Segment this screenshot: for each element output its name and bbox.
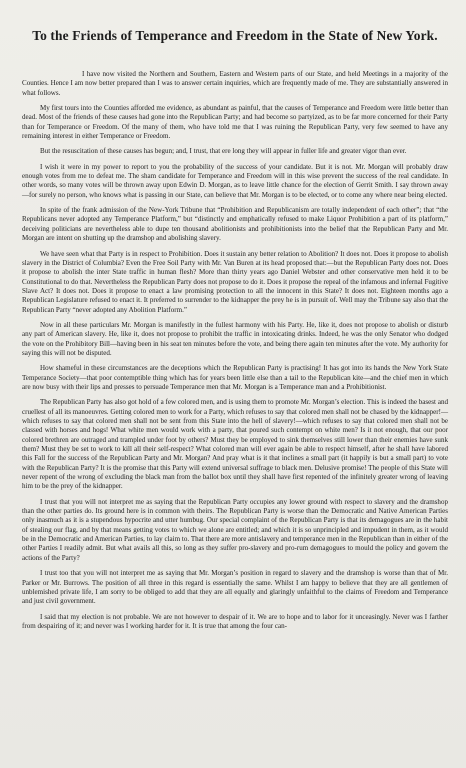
paragraph-10: I trust that you will not interpret me as saying that the Republican Party occupies any lower ground with respect to slavery and the dramshop than the other parties do. Its ground here is in common with theirs. The Republican Party is worse than the Democratic and Native American Parties only inasmuch as it is a stupendous hypocrite and utter humbug. Our special complaint of the Republican Party is that its demagogues are in the habit of stealing our flag, and by that means getting votes to which we alone are entitled; and which it is so unprincipled and impudent in them, as it would be in the Democratic and American Parties, to lay claim to. That there are more antislavery and temperance men in the Republican than in either of the other Parties I readily admit. But what avails all this, so long as they suffer pro-slavery and pro-rum demagogues to mould the policy and govern the actions of the Party? bbox=[22, 497, 448, 562]
paragraph-1: I have now visited the Northern and Southern, Eastern and Western parts of our State, and held Meetings in a majority of the Counties. Hence I am now better prepared than I was to answer certain inquiries, which are frequently made of me. They are substantially answered in what follows. bbox=[22, 70, 448, 97]
paragraph-7: Now in all these particulars Mr. Morgan is manifestly in the fullest harmony with his Party. He, like it, does not propose to abolish or disturb any part of American slavery. He, like it, does not propose to prohibit the traffic in intoxicating drinks. Indeed, he was the only Senator who dodged the vote on the Prohibitory Bill—having been in his seat ten minutes before the vote, and being there again ten minutes after the vote. My authority for saying this will not be disputed. bbox=[22, 320, 448, 357]
paragraph-5: In spite of the frank admission of the New-York Tribune that “Prohibition and Republicanism are totally independent of each other”; that “the Republicans never adopted any Temperance Platform,” but “distinctly and emphatically refused to make Liquor Prohibition a part of its platform,” deceiving politicians are nevertheless able to dupe ten thousand abolitionists and prohibitionists into the belief that the Republican Party and Mr. Morgan are intent on shutting up the dramshop and abolishing slavery. bbox=[22, 206, 448, 243]
paragraph-9: The Republican Party has also got hold of a few colored men, and is using them to promote Mr. Morgan’s election. This is indeed the basest and cruellest of all its manoeuvres. Getting colored men to work for a Party, which refuses to say that colored men shall not be chased by the kidnapper!—which refuses to say that colored men shall not be sent from this State into the hell of slavery!—which refuses to say that colored men shall not be classed with horses and hogs! What white men would work with a party, that poured such contempt on white men? Is it not enough, that our poor colored brethren are outraged and trampled under foot by others? Must they be employed to sink themselves still lower than their enemies have sunk them? Must they be set to work to kill all their self-respect? What colored man will ever again be able to respect himself, after he shall have labored this Fall for the success of the Republican Party and Mr. Morgan? And pray what is it that inclines a small part (it happily is but a small part) to vote with the Republican Party? It is the promise that this Party will extend universal suffrage to black men. Delusive promise! The people of this State will never repent of the wrong of excluding the black man from the ballot box until they shall have first repented of the infinitely greater wrong of leaving him to be the prey of the kidnapper. bbox=[22, 398, 448, 491]
paragraph-6: We have seen what that Party is in respect to Prohibition. Does it sustain any better relation to Abolition? It does not. Does it propose to abolish slavery in the District of Columbia? Even the Free Soil Party with Mr. Van Buren at its head proposed that:—but the Republican Party does not. Does it propose to abolish the inter State traffic in human flesh? More than thirty years ago Daniel Webster and other conservative men held it to be Constitutional to do that. Nevertheless the Republican Party does not propose to do it. Does it propose the repeal of the infamous and infernal Fugitive Slave Act? It does not. Does it propose to enact a law promising protection to all the innocent in this State? It does not. Eighteen months ago a Republican Legislature refused to enact it. It preferred to surrender to the kidnapper the prey he is in pursuit of. Well may the Tribune say also that the Republican Party “never adopted any Abolition Platform.” bbox=[22, 249, 448, 314]
paragraph-2: My first tours into the Counties afforded me evidence, as abundant as painful, that the causes of Temperance and Freedom were little better than dead. Most of the friends of these causes had gone into the Republican Party; and had become so partyized, as to be far more concerned for their Party than for Temperance or Freedom. Of the many of them, who have told me that I was ruining the Republican Party, very few seemed to have any remaining interest in either Temperance or Freedom. bbox=[22, 104, 448, 141]
paragraph-12: I said that my election is not probable. We are not however to despair of it. We are to hope and to labor for it unceasingly. Never was I farther from despairing of it; and never was I working harder for it. It is true that among the four can- bbox=[22, 612, 448, 630]
paragraph-4: I wish it were in my power to report to you the probability of the success of your candidate. But it is not. Mr. Morgan will probably draw enough votes from me to defeat me. The sham candidate for Temperance and Freedom will in this wise prevent the success of the real candidate. In other words, so many votes will be thrown away upon Edwin D. Morgan, as to leave little chance for the election of Gerrit Smith. I say thrown away—for surely no person, who knows what is passing in our State, can believe that Mr. Morgan is to be elected, or to come any where near being elected. bbox=[22, 162, 448, 199]
paragraph-8: How shameful in these circumstances are the deceptions which the Republican Party is practising! It has got into its hands the New York State Temperance Society—that poor contemptible thing which has for years been little else than a tail to the Republican kite—and the chief men in which are now busy with their lips and presses to persuade Temperance men that Mr. Morgan is a Temperance man and a Prohibitionist. bbox=[22, 364, 448, 391]
paragraph-3: But the resuscitation of these causes has begun; and, I trust, that ere long they will appear in fuller life and greater vigor than ever. bbox=[40, 147, 407, 156]
paragraph-11: I trust too that you will not interpret me as saying that Mr. Morgan’s position in regard to slavery and the dramshop is worse than that of Mr. Parker or Mr. Burrows. The position of all three in this regard is essentially the same. Whilst I am happy to believe that they are all gentlemen of unblemished private life, I am sorry to be obliged to add that they are all equally and glaringly unfaithful to the claims of Freedom and Temperance and just civil government. bbox=[22, 569, 448, 606]
document-title: To the Friends of Temperance and Freedom in the State of New York. bbox=[32, 28, 438, 43]
document-body bbox=[22, 70, 448, 631]
